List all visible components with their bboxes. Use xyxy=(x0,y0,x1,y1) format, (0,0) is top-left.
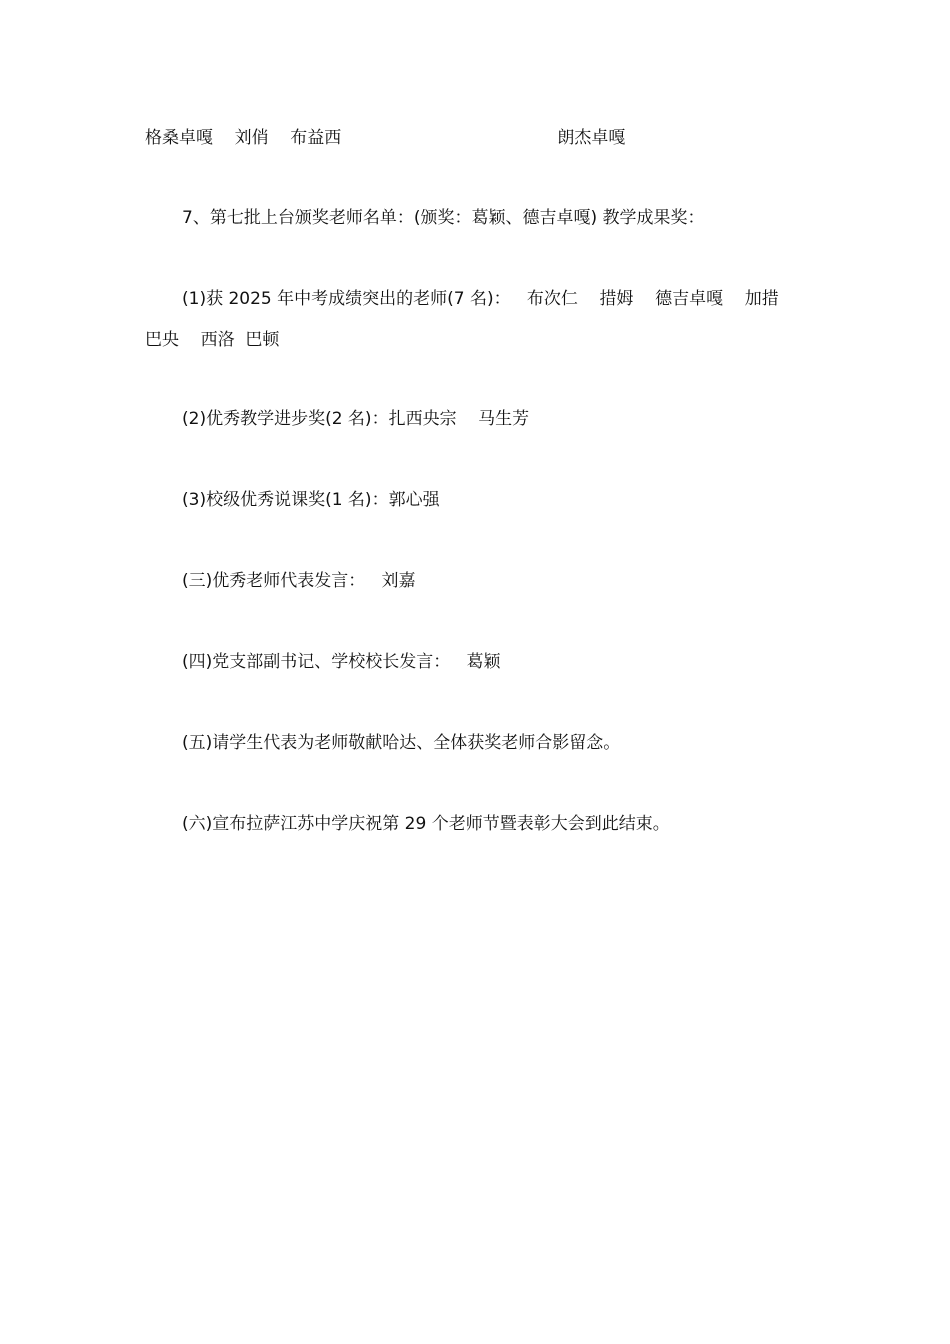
principal-speech-line: (四)党支部副书记、学校校长发言： 葛颖 xyxy=(182,652,501,672)
awardee-names-line: 格桑卓嘎 刘俏 布益西 朗杰卓嘎 xyxy=(145,128,626,148)
progress-award-line: (2)优秀教学进步奖(2 名)：扎西央宗 马生芳 xyxy=(182,409,530,429)
exam-award-line-continued: 巴央 西洛 巴顿 xyxy=(145,330,280,350)
group-photo-line: (五)请学生代表为老师敬献哈达、全体获奖老师合影留念。 xyxy=(182,733,621,753)
teacher-speech-line: (三)优秀老师代表发言： 刘嘉 xyxy=(182,571,416,591)
exam-award-line: (1)获 2025 年中考成绩突出的老师(7 名)： 布次仁 措姆 德吉卓嘎 加措 xyxy=(182,289,779,309)
lecture-award-line: (3)校级优秀说课奖(1 名)：郭心强 xyxy=(182,490,440,510)
seventh-batch-heading: 7、第七批上台颁奖老师名单：(颁奖：葛颖、德吉卓嘎) 教学成果奖： xyxy=(182,208,705,228)
closing-line: (六)宣布拉萨江苏中学庆祝第 29 个老师节暨表彰大会到此结束。 xyxy=(182,814,670,834)
